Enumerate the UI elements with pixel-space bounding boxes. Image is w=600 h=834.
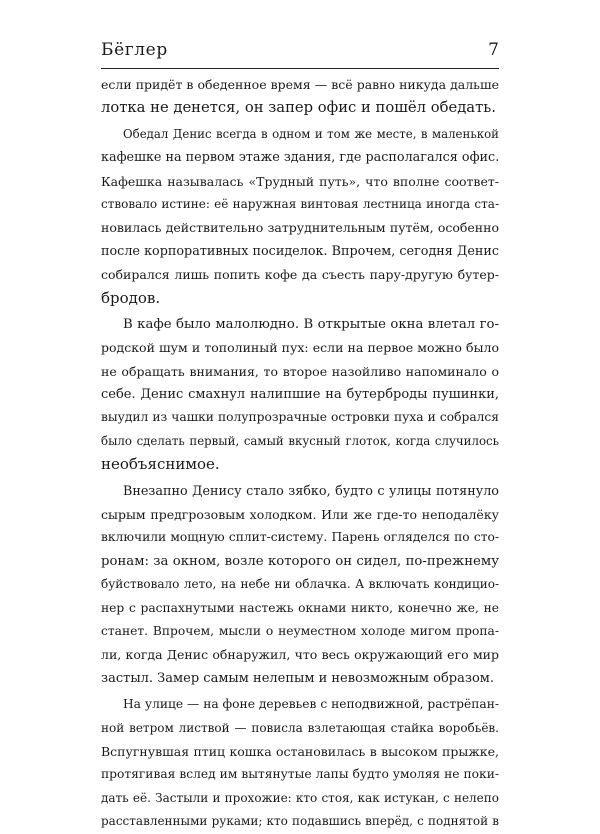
text-line: лотка не денется, он запер офис и пошёл обедать. xyxy=(101,99,496,117)
text-line: Вспугнувшая птиц кошка остановилась в высоком прыжке, xyxy=(101,743,499,759)
text-line: ронам: за окном, возле которого он сидел, по-прежнему xyxy=(101,553,499,569)
text-line: после корпоративных посиделок. Впрочем, сегодня Денис xyxy=(101,243,499,259)
header-rule xyxy=(101,68,499,69)
text-line: ли, когда Денис обнаружил, что весь окружающий его мир xyxy=(101,647,499,663)
text-line: кафешке на первом этаже здания, где располагался офис. xyxy=(101,150,499,166)
text-line: протягивая вслед им вытянутые лапы будто умоляя не поки- xyxy=(101,767,499,782)
running-title: Бёглер xyxy=(101,40,168,60)
text-line: сырым предгрозовым холодком. Или же где-то неподалёку xyxy=(101,507,499,523)
text-line: Кафешка называлась «Трудный путь», что вполне соответ- xyxy=(101,173,499,189)
paragraph xyxy=(101,123,499,310)
page-header xyxy=(101,40,499,66)
text-line: было сделать первый, самый вкусный глоток, когда случилось xyxy=(101,433,499,448)
text-line: ствовало истине: её наружная винтовая лестница иногда ста- xyxy=(101,196,499,211)
text-line: нер с распахнутыми настежь окнами никто, конечно же, не xyxy=(101,600,499,615)
text-line: не обращать внимания, то второе назойливо напоминало о xyxy=(101,363,499,379)
text-line: Обедал Денис всегда в одном и том же месте, в маленькой xyxy=(123,126,499,141)
paragraph xyxy=(101,480,499,691)
body-text xyxy=(101,73,499,834)
text-line: родской шум и тополиный пух: если на первое можно было xyxy=(101,340,499,356)
text-line: На улице — на фоне деревьев с неподвижной, растрёпан- xyxy=(123,697,499,712)
text-line: застыл. Замер самым нелепым и невозможным образом. xyxy=(101,670,495,686)
text-line: дать её. Застыли и прохожие: кто стоя, как истукан, с нелепо xyxy=(101,790,499,805)
text-line: собирался лишь попить кофе да съесть пару-другую бутер- xyxy=(101,267,499,283)
text-line: включили мощную сплит-систему. Парень огляделся по сто- xyxy=(101,530,499,545)
text-line: новилась действительно затруднительным путём, особенно xyxy=(101,220,499,236)
paragraph xyxy=(101,313,499,477)
paragraph xyxy=(101,73,499,120)
text-line: ной ветром листвой — повисла взлетающая стайка воробьёв. xyxy=(101,720,499,735)
text-line: себе. Денис смахнул налипшие на бутерброды пушинки, xyxy=(101,387,499,403)
text-line: буйствовало лето, на небе ни облачка. А включать кондицио- xyxy=(101,577,499,592)
text-line: станет. Впрочем, мысли о неуместном холоде мигом пропа- xyxy=(101,623,499,638)
text-line: если придёт в обеденное время — всё равно никуда дальше xyxy=(101,77,499,92)
text-line: бродов. xyxy=(101,288,161,307)
text-line: расставленными руками; кто подавшись вперёд, с поднятой в xyxy=(101,814,499,829)
text-line: необъяснимое. xyxy=(101,455,220,474)
text-line: Внезапно Денису стало зябко, будто с улицы потянуло xyxy=(123,483,499,499)
paragraph xyxy=(101,693,499,833)
page-number: 7 xyxy=(488,40,499,60)
text-line: В кафе было малолюдно. В открытые окна влетал го- xyxy=(123,316,499,332)
text-line: выудил из чашки полупрозрачные островки пуха и собрался xyxy=(101,410,499,425)
